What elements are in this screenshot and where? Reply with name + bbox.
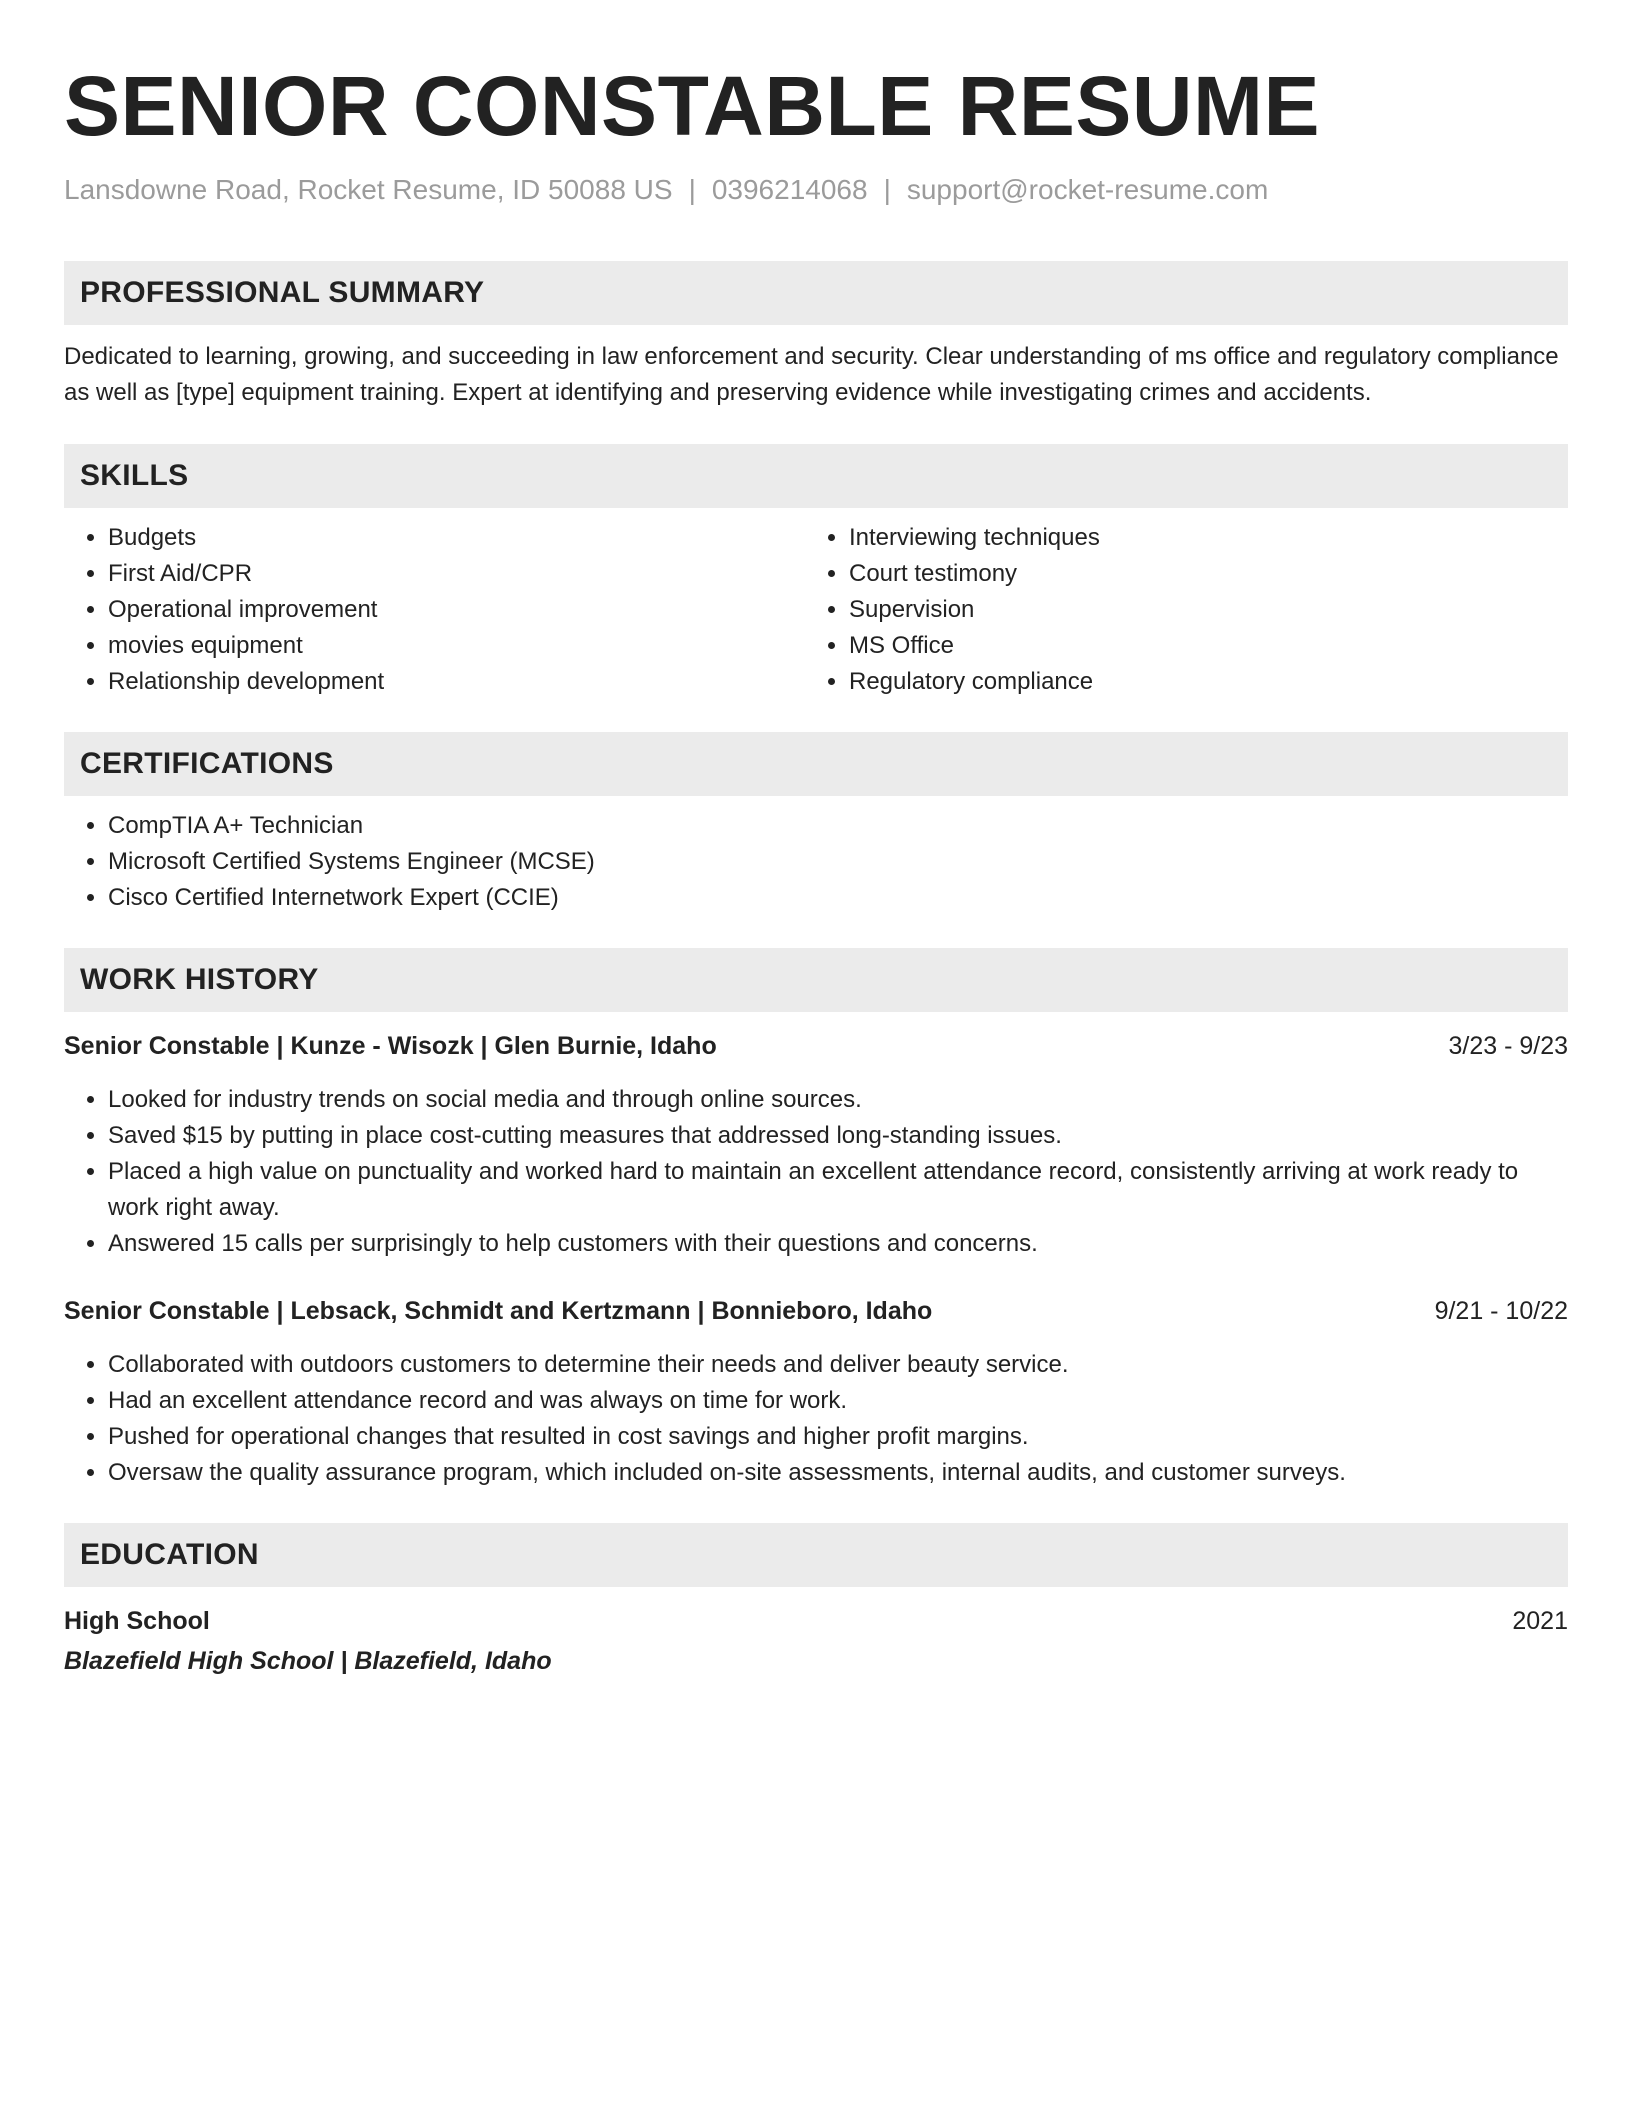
job-title: Senior Constable | Lebsack, Schmidt and Kertzmann | Bonnieboro, Idaho — [64, 1297, 933, 1325]
contact-line — [64, 172, 1568, 208]
certification-item: • Microsoft Certified Systems Engineer (MCSE) — [108, 844, 1568, 880]
job-header — [64, 1028, 1568, 1064]
job-dates: 9/21 - 10/22 — [1434, 1297, 1568, 1325]
skill-item: • Budgets — [108, 520, 805, 556]
job-bullets — [64, 1082, 1568, 1262]
work-history-heading: WORK HISTORY — [64, 948, 1568, 1012]
job-entry — [64, 1028, 1568, 1262]
job-bullet: • Saved $15 by putting in place cost-cutting measures that addressed long-standing issues. — [108, 1118, 1568, 1154]
skills-column-left — [64, 520, 805, 700]
job-bullet: • Placed a high value on punctuality and worked hard to maintain an excellent attendance record, consistently arriving at work ready to work right away. — [108, 1154, 1568, 1226]
skill-item: • First Aid/CPR — [108, 556, 805, 592]
skills-grid — [64, 520, 1568, 700]
skill-item: • Regulatory compliance — [849, 664, 1546, 700]
contact-separator: | — [883, 174, 891, 205]
skill-item: • Interviewing techniques — [849, 520, 1546, 556]
skill-item: • Operational improvement — [108, 592, 805, 628]
skills-section — [64, 444, 1568, 700]
education-degree: High School — [64, 1607, 210, 1635]
education-section — [64, 1523, 1568, 1679]
certifications-list — [64, 808, 1568, 916]
education-heading: EDUCATION — [64, 1523, 1568, 1587]
skill-item: • Court testimony — [849, 556, 1546, 592]
job-header — [64, 1293, 1568, 1329]
contact-email: support@rocket-resume.com — [906, 174, 1269, 205]
summary-text: Dedicated to learning, growing, and succeeding in law enforcement and security. Clear understanding of ms office and regulatory compliance as well as [type] equipment training. Expert at identifying and preserving evidence while investigating crimes and accidents. — [64, 343, 1559, 406]
certifications-heading: CERTIFICATIONS — [64, 732, 1568, 796]
contact-phone: 0396214068 — [711, 174, 868, 205]
job-entry — [64, 1293, 1568, 1491]
education-header — [64, 1603, 1568, 1639]
summary-heading: PROFESSIONAL SUMMARY — [64, 261, 1568, 325]
education-year: 2021 — [1512, 1607, 1568, 1635]
skill-item: • Relationship development — [108, 664, 805, 700]
job-bullet: • Oversaw the quality assurance program, which included on-site assessments, internal audits, and customer surveys. — [108, 1455, 1568, 1491]
job-bullet: • Looked for industry trends on social media and through online sources. — [108, 1082, 1568, 1118]
summary-section — [64, 261, 1568, 411]
skill-item: • Supervision — [849, 592, 1546, 628]
job-dates: 3/23 - 9/23 — [1448, 1032, 1568, 1060]
skills-heading: SKILLS — [64, 444, 1568, 508]
work-history-section — [64, 948, 1568, 1491]
contact-address: Lansdowne Road, Rocket Resume, ID 50088 US — [64, 174, 673, 205]
education-school: Blazefield High School | Blazefield, Idaho — [64, 1647, 552, 1675]
skill-item: • MS Office — [849, 628, 1546, 664]
skills-column-right — [805, 520, 1546, 700]
job-bullet: • Collaborated with outdoors customers to determine their needs and deliver beauty service. — [108, 1347, 1568, 1383]
resume-title: SENIOR CONSTABLE RESUME — [64, 59, 1321, 153]
job-bullet: • Had an excellent attendance record and was always on time for work. — [108, 1383, 1568, 1419]
job-title: Senior Constable | Kunze - Wisozk | Glen Burnie, Idaho — [64, 1032, 717, 1060]
contact-separator: | — [688, 174, 696, 205]
job-bullets — [64, 1347, 1568, 1491]
job-bullet: • Pushed for operational changes that resulted in cost savings and higher profit margins. — [108, 1419, 1568, 1455]
certifications-section — [64, 732, 1568, 916]
job-bullet: • Answered 15 calls per surprisingly to help customers with their questions and concerns. — [108, 1226, 1568, 1262]
certification-item: • Cisco Certified Internetwork Expert (CCIE) — [108, 880, 1568, 916]
skill-item: • movies equipment — [108, 628, 805, 664]
certification-item: • CompTIA A+ Technician — [108, 808, 1568, 844]
